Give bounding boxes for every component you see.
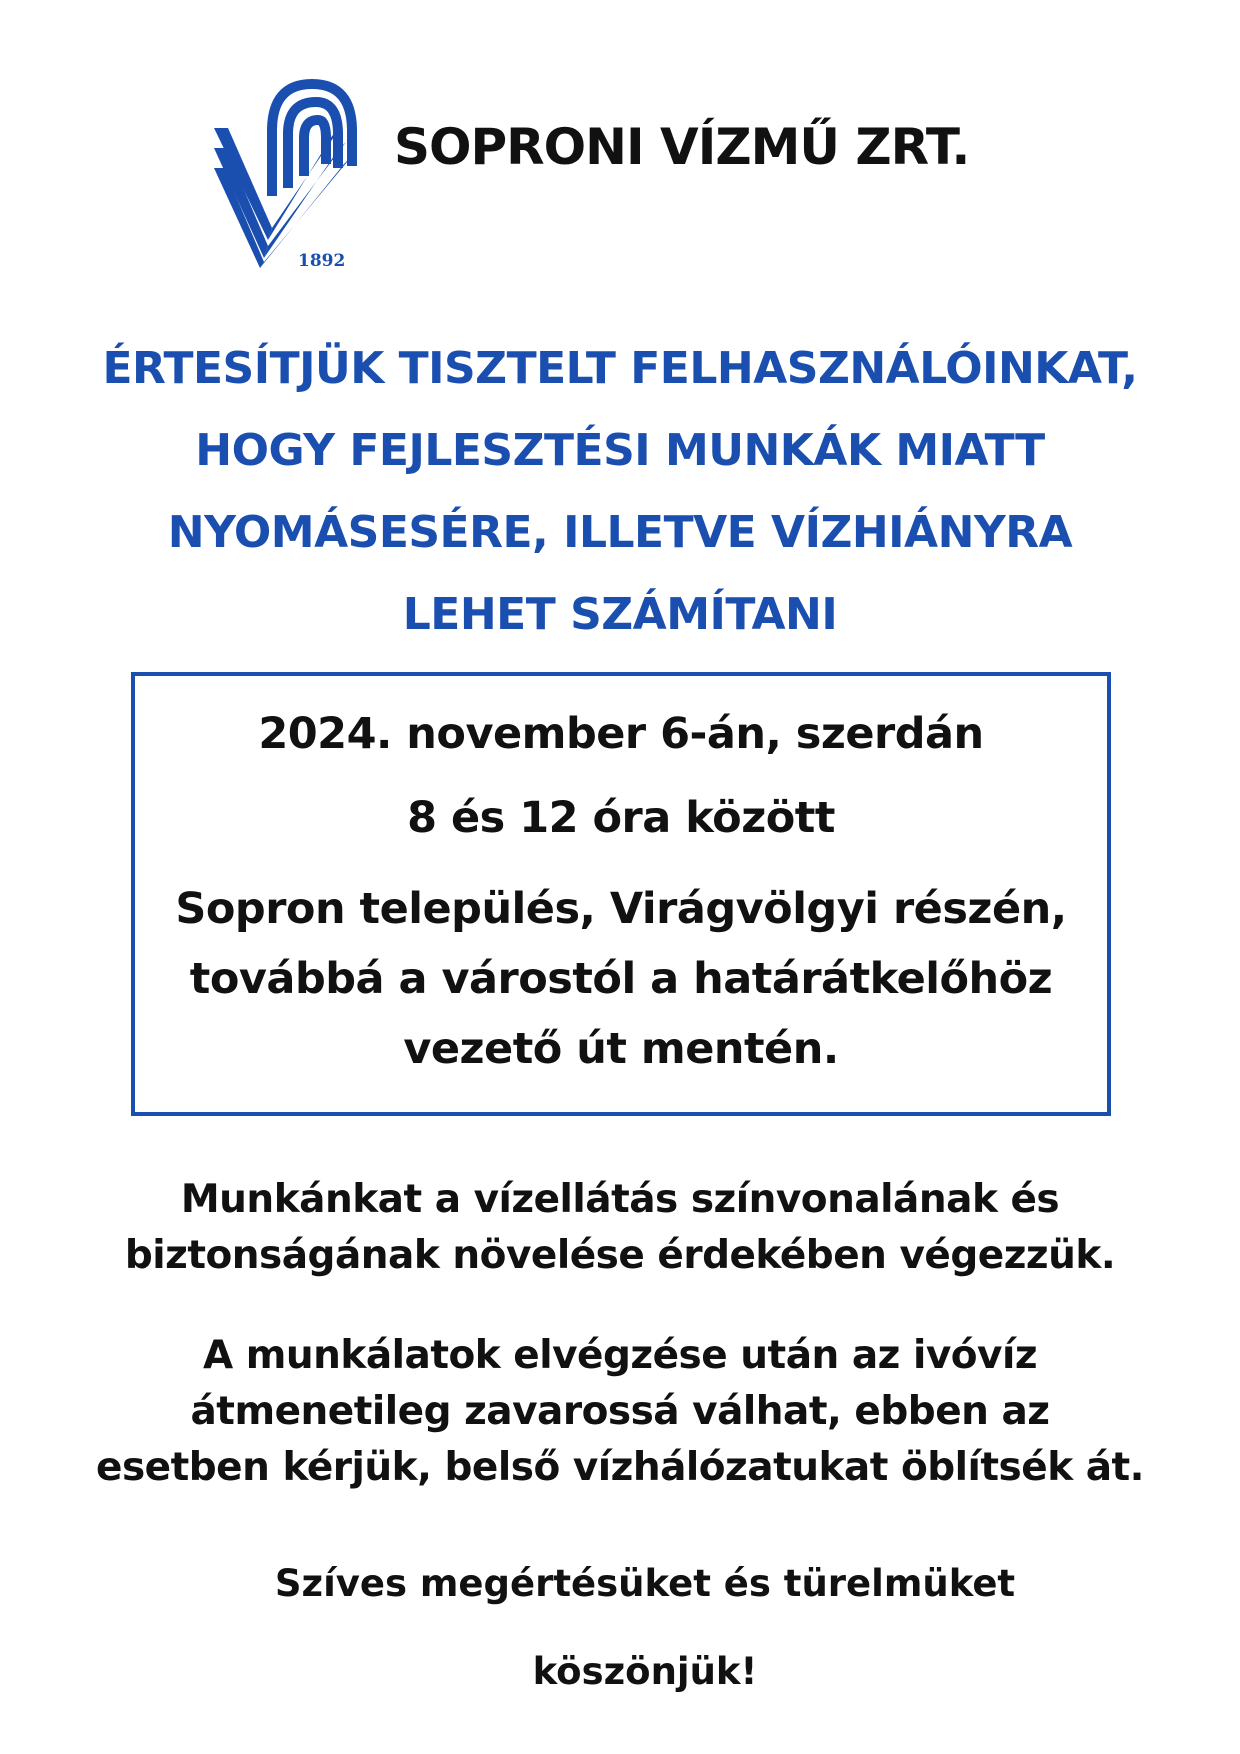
notice-location <box>135 874 1107 1084</box>
paragraph-purpose <box>40 1172 1200 1284</box>
headline-line: NYOMÁSESÉRE, ILLETVE VÍZHIÁNYRA <box>167 507 1073 558</box>
closing-message <box>0 1540 1240 1716</box>
notice-date: 2024. november 6-án, szerdán <box>258 709 984 759</box>
notice-time: 8 és 12 óra között <box>407 793 835 843</box>
paragraph-line: A munkálatok elvégzése után az ivóvíz <box>202 1333 1038 1378</box>
closing-line: köszönjük! <box>532 1650 758 1693</box>
headline-line: HOGY FEJLESZTÉSI MUNKÁK MIATT <box>195 425 1045 476</box>
headline-line: LEHET SZÁMÍTANI <box>402 589 838 640</box>
paragraph-line: Munkánkat a vízellátás színvonalának és <box>180 1177 1060 1222</box>
notice-box <box>131 672 1111 1116</box>
sopron-water-works-logo <box>212 76 362 271</box>
logo-year: 1892 <box>298 251 346 271</box>
header <box>212 76 1072 276</box>
notice-location-line: továbbá a várostól a határátkelőhöz <box>189 954 1053 1004</box>
company-name: SOPRONI VÍZMŰ ZRT. <box>394 118 970 176</box>
paragraph-instructions <box>40 1328 1200 1496</box>
paragraph-line: biztonságának növelése érdekében végezzük. <box>124 1233 1116 1278</box>
headline <box>70 328 1170 656</box>
headline-line: ÉRTESÍTJÜK TISZTELT FELHASZNÁLÓINKAT, <box>102 343 1138 394</box>
closing-line: Szíves megértésüket és türelmüket <box>274 1562 1016 1605</box>
paragraph-line: átmenetileg zavarossá válhat, ebben az <box>190 1389 1050 1434</box>
paragraph-line: esetben kérjük, belső vízhálózatukat öblítsék át. <box>96 1445 1144 1490</box>
notice-location-line: Sopron település, Virágvölgyi részén, <box>175 884 1067 934</box>
notice-location-line: vezető út mentén. <box>403 1024 839 1074</box>
